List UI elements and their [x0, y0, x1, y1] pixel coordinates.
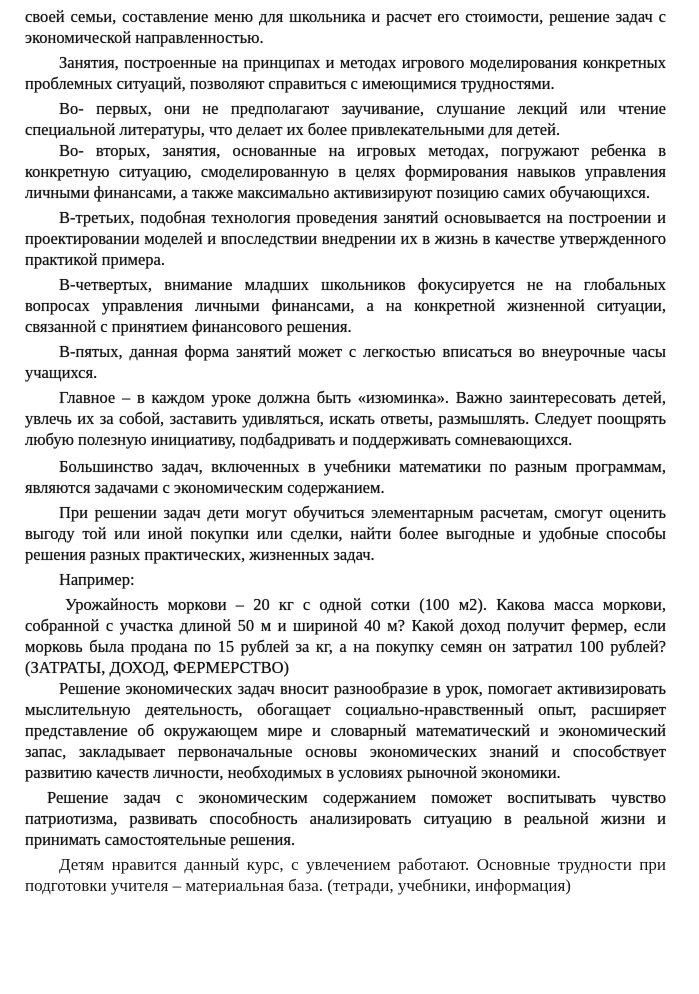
paragraph-example-task: Урожайность моркови – 20 кг с одной сотки (100 м2). Какова масса моркови, собранной с участка длиной 50 м и шириной 40 м? Какой доход получит фермер, если морковь была продана по 15 рублей за кг, а на покупку семян он затратил 100 рублей? (ЗАТРАТЫ, ДОХОД, ФЕРМЕРСТВО): [25, 595, 666, 677]
paragraph-patriotism: Решение задач с экономическим содержанием поможет воспитывать чувство патриотизма, развивать способность анализировать ситуацию в реальной жизни и принимать самостоятельные решения.: [25, 788, 666, 849]
paragraph-example-label: Например:: [59, 570, 135, 589]
paragraph-fifthly: В-пятых, данная форма занятий может с легкостью вписаться во внеурочные часы учащихся.: [25, 342, 666, 382]
document-text: [25, 6, 666, 896]
paragraph-fourthly: В-четвертых, внимание младших школьников фокусируется не на глобальных вопросах управления личными финансами, а на конкретной жизненной ситуации, связанной с принятием финансового решения.: [25, 275, 666, 336]
paragraph-solving-tasks: При решении задач дети могут обучиться элементарным расчетам, смогут оценить выгоду той или иной покупки или сделки, найти более выгодные и удобные способы решения разных практических, жизненных задач.: [25, 503, 666, 564]
paragraph-firstly: Во- первых, они не предполагают заучивание, слушание лекций или чтение специальной литературы, что делает их более привлекательными для детей.: [25, 99, 666, 139]
paragraph-game-modeling: Занятия, построенные на принципах и методах игрового моделирования конкретных проблемных ситуаций, позволяют справиться с имеющимися трудностями.: [25, 53, 666, 93]
paragraph-continuation: своей семьи, составление меню для школьника и расчет его стоимости, решение задач с экономической направленностью.: [25, 7, 666, 47]
paragraph-conclusion: Детям нравится данный курс, с увлечением работают. Основные трудности при подготовки учителя – материальная база. (тетради, учебники, информация): [25, 855, 666, 895]
paragraph-secondly: Во- вторых, занятия, основанные на игровых методах, погружают ребенка в конкретную ситуацию, смоделированную в целях формирования навыков управления личными финансами, а также максимально активизируют позицию самих обучающихся.: [25, 141, 666, 202]
paragraph-benefits: Решение экономических задач вносит разнообразие в урок, помогает активизировать мыслительную деятельность, обогащает социально-нравственный опыт, расширяет представление об окружающем мире и словарный математический и экономический запас, закладывает первоначальные основы экономических знаний и способствует развитию качеств личности, необходимых в условиях рыночной экономики.: [25, 679, 666, 782]
paragraph-thirdly: В-третьих, подобная технология проведения занятий основывается на построении и проектировании моделей и впоследствии внедрении их в жизнь в качестве утвержденного практикой примера.: [25, 208, 666, 269]
paragraph-textbook-tasks: Большинство задач, включенных в учебники математики по разным программам, являются задачами с экономическим содержанием.: [25, 457, 666, 497]
paragraph-main-idea: Главное – в каждом уроке должна быть «изюминка». Важно заинтересовать детей, увлечь их за собой, заставить удивляться, искать ответы, размышлять. Следует поощрять любую полезную инициативу, подбадривать и поддерживать сомневающихся.: [25, 388, 666, 449]
